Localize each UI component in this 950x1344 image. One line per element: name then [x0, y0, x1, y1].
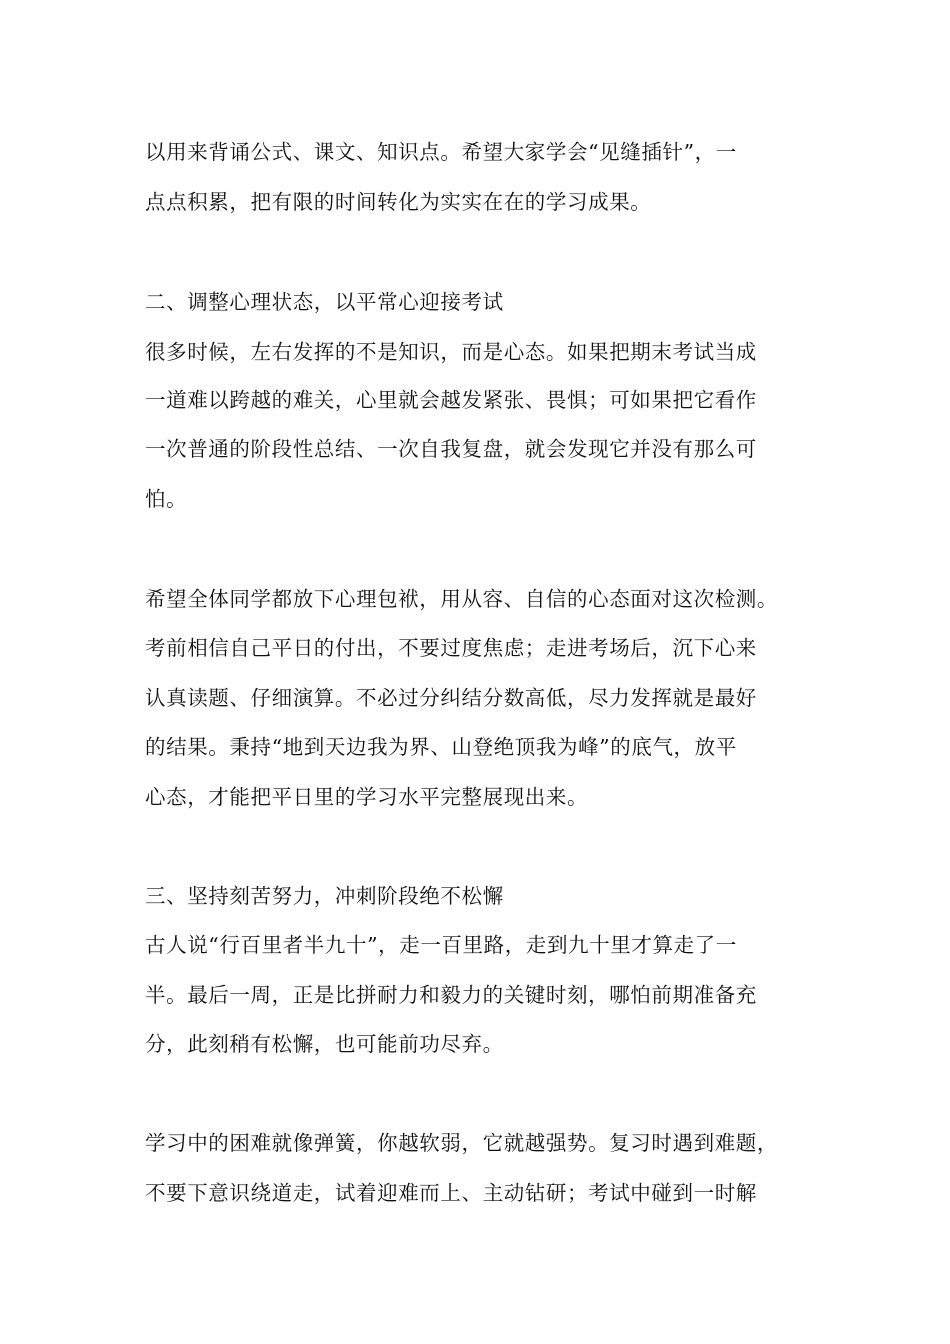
text-line: 希望全体同学都放下心理包袱，用从容、自信的心态面对这次检测。	[145, 587, 778, 611]
section-heading: 三、坚持刻苦努力，冲刺阶段绝不松懈	[145, 884, 504, 908]
text-line: 很多时候，左右发挥的不是知识，而是心态。如果把期末考试当成	[145, 340, 757, 364]
text-line: 学习中的困难就像弹簧，你越软弱，它就越强势。复习时遇到难题，	[145, 1131, 778, 1155]
text-line: 认真读题、仔细演算。不必过分纠结分数高低，尽力发挥就是最好	[145, 686, 757, 710]
text-line: 不要下意识绕道走，试着迎难而上、主动钻研；考试中碰到一时解	[145, 1181, 757, 1205]
section-heading: 二、调整心理状态，以平常心迎接考试	[145, 290, 504, 314]
text-line: 点点积累，把有限的时间转化为实实在在的学习成果。	[145, 190, 652, 214]
text-line: 半。最后一周，正是比拼耐力和毅力的关键时刻，哪怕前期准备充	[145, 983, 757, 1007]
text-line: 一次普通的阶段性总结、一次自我复盘，就会发现它并没有那么可	[145, 437, 757, 461]
text-line: 心态，才能把平日里的学习水平完整展现出来。	[145, 785, 589, 809]
text-line: 以用来背诵公式、课文、知识点。希望大家学会“见缝插针”，一	[145, 140, 737, 164]
text-line: 分，此刻稍有松懈，也可能前功尽弃。	[145, 1032, 504, 1056]
text-line: 古人说“行百里者半九十”，走一百里路，走到九十里才算走了一	[145, 933, 737, 957]
text-line: 怕。	[145, 487, 188, 511]
text-line: 一道难以跨越的难关，心里就会越发紧张、畏惧；可如果把它看作	[145, 388, 757, 412]
text-line: 的结果。秉持“地到天边我为界、山登绝顶我为峰”的底气，放平	[145, 735, 737, 759]
text-line: 考前相信自己平日的付出，不要过度焦虑；走进考场后，沉下心来	[145, 636, 757, 660]
